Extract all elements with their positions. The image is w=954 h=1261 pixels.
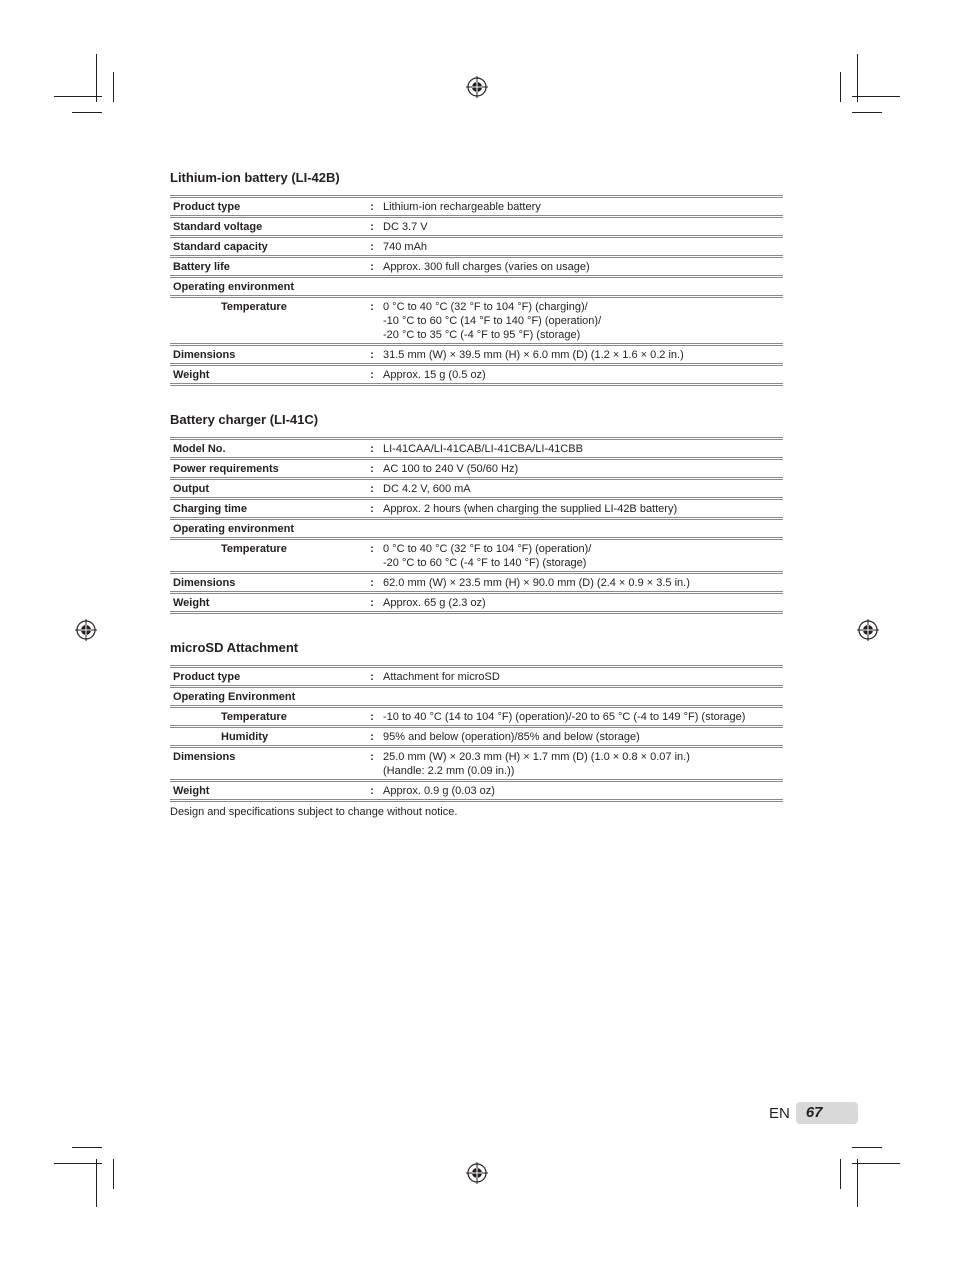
spec-row [170,277,783,297]
spec-row [170,573,783,593]
spec-label: Product type [170,197,364,217]
separator: : [364,257,380,277]
separator: : [364,297,380,345]
spec-row [170,687,783,707]
separator: : [364,439,380,459]
separator: : [364,197,380,217]
spec-value: DC 4.2 V, 600 mA [380,479,783,499]
value-line: -20 °C to 60 °C (-4 °F to 140 °F) (storage) [383,557,587,569]
spec-group-label: Operating environment [170,519,783,539]
separator: : [364,499,380,519]
separator: : [364,479,380,499]
separator: : [364,781,380,801]
spec-row [170,217,783,237]
page-number: 67 [796,1102,858,1124]
registration-mark-icon [857,619,879,641]
spec-label: Charging time [170,499,364,519]
spec-value: 740 mAh [380,237,783,257]
spec-label: Model No. [170,439,364,459]
spec-value [380,747,783,781]
spec-row [170,365,783,385]
spec-row [170,707,783,727]
spec-value: 95% and below (operation)/85% and below (storage) [380,727,783,747]
spec-row [170,747,783,781]
separator: : [364,707,380,727]
battery-section-title: Lithium-ion battery (LI-42B) [170,170,340,185]
spec-value: 31.5 mm (W) × 39.5 mm (H) × 6.0 mm (D) (1.2 × 1.6 × 0.2 in.) [380,345,783,365]
spec-label: Temperature [170,707,364,727]
spec-label: Power requirements [170,459,364,479]
separator: : [364,217,380,237]
spec-value: Approx. 65 g (2.3 oz) [380,593,783,613]
language-code: EN [769,1104,790,1122]
spec-label: Dimensions [170,573,364,593]
spec-row [170,345,783,365]
value-line: 0 °C to 40 °C (32 °F to 104 °F) (operation)/ [383,543,592,555]
separator: : [364,747,380,781]
separator: : [364,593,380,613]
spec-value: Approx. 2 hours (when charging the supplied LI-42B battery) [380,499,783,519]
value-line: -10 °C to 60 °C (14 °F to 140 °F) (operation)/ [383,315,602,327]
spec-row [170,667,783,687]
spec-row [170,297,783,345]
registration-mark-icon [466,76,488,98]
spec-value: 62.0 mm (W) × 23.5 mm (H) × 90.0 mm (D) (2.4 × 0.9 × 3.5 in.) [380,573,783,593]
spec-label: Weight [170,593,364,613]
spec-row [170,499,783,519]
registration-mark-icon [75,619,97,641]
spec-row [170,237,783,257]
separator: : [364,539,380,573]
spec-row [170,459,783,479]
separator: : [364,365,380,385]
separator: : [364,345,380,365]
spec-value: LI-41CAA/LI-41CAB/LI-41CBA/LI-41CBB [380,439,783,459]
spec-value: DC 3.7 V [380,217,783,237]
spec-row [170,257,783,277]
spec-row [170,593,783,613]
spec-label: Standard voltage [170,217,364,237]
spec-value: Lithium-ion rechargeable battery [380,197,783,217]
spec-label: Output [170,479,364,499]
spec-value: Attachment for microSD [380,667,783,687]
spec-value: -10 to 40 °C (14 to 104 °F) (operation)/-20 to 65 °C (-4 to 149 °F) (storage) [380,707,783,727]
spec-label: Battery life [170,257,364,277]
spec-value [380,539,783,573]
value-line: 0 °C to 40 °C (32 °F to 104 °F) (charging)/ [383,301,588,313]
spec-label: Temperature [170,539,364,573]
spec-group-label: Operating Environment [170,687,783,707]
spec-value: Approx. 15 g (0.5 oz) [380,365,783,385]
value-line: -20 °C to 35 °C (-4 °F to 95 °F) (storage) [383,329,581,341]
spec-row [170,439,783,459]
disclaimer-note: Design and specifications subject to change without notice. [170,806,458,818]
spec-label: Weight [170,365,364,385]
page-footer [769,1102,858,1124]
spec-row [170,197,783,217]
spec-row [170,479,783,499]
spec-label: Temperature [170,297,364,345]
value-line: (Handle: 2.2 mm (0.09 in.)) [383,765,515,777]
spec-label: Dimensions [170,345,364,365]
battery-spec-table [170,195,783,386]
spec-row [170,781,783,801]
spec-row [170,539,783,573]
spec-label: Product type [170,667,364,687]
spec-value [380,297,783,345]
separator: : [364,459,380,479]
value-line: 25.0 mm (W) × 20.3 mm (H) × 1.7 mm (D) (1.0 × 0.8 × 0.07 in.) [383,751,690,763]
spec-label: Humidity [170,727,364,747]
registration-mark-icon [466,1162,488,1184]
spec-value: AC 100 to 240 V (50/60 Hz) [380,459,783,479]
spec-label: Standard capacity [170,237,364,257]
spec-row [170,727,783,747]
separator: : [364,667,380,687]
spec-value: Approx. 300 full charges (varies on usage) [380,257,783,277]
separator: : [364,727,380,747]
microsd-spec-table [170,665,783,802]
spec-group-label: Operating environment [170,277,783,297]
charger-section-title: Battery charger (LI-41C) [170,412,319,427]
spec-value: Approx. 0.9 g (0.03 oz) [380,781,783,801]
spec-row [170,519,783,539]
charger-spec-table [170,437,783,614]
spec-label: Dimensions [170,747,364,781]
separator: : [364,573,380,593]
separator: : [364,237,380,257]
microsd-section-title: microSD Attachment [170,640,299,655]
spec-label: Weight [170,781,364,801]
